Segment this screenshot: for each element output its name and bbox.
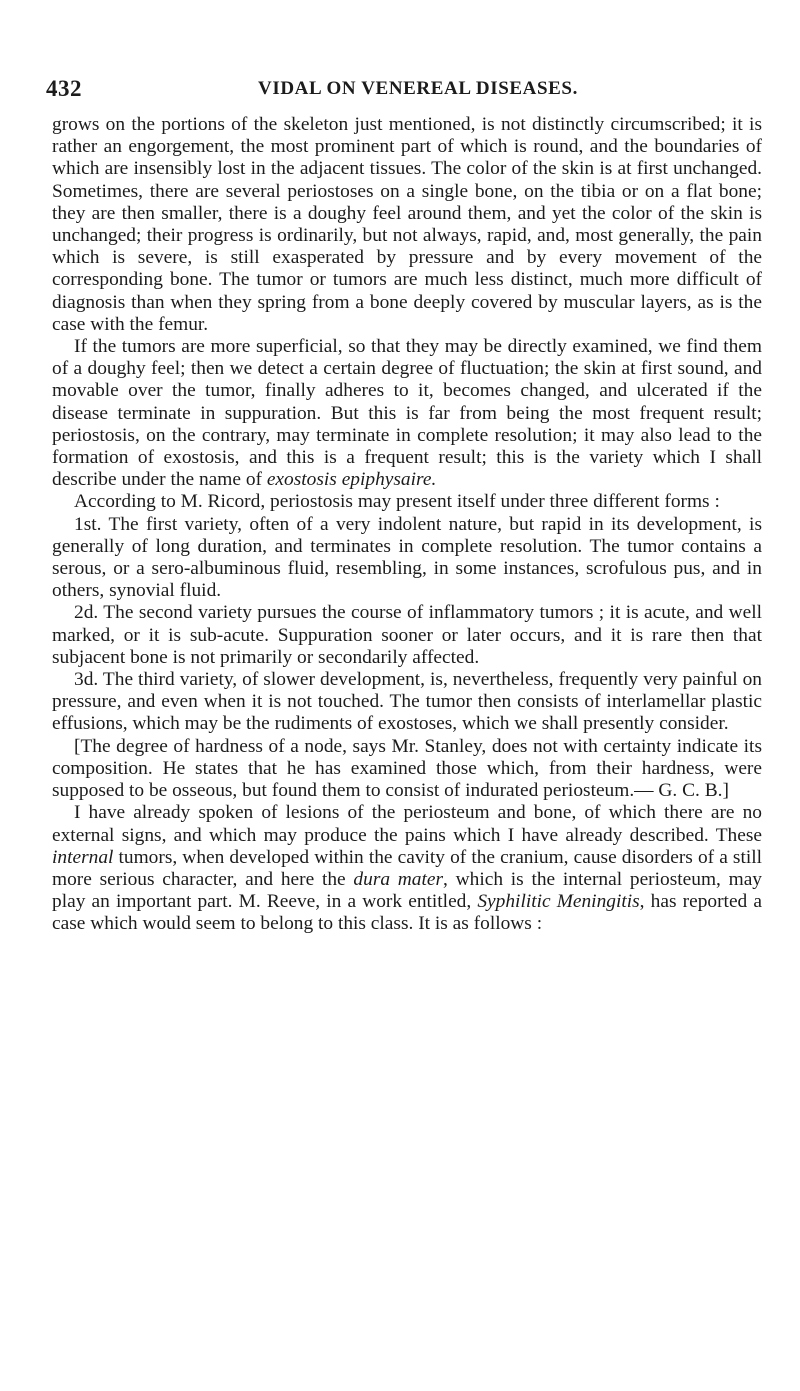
term-dura-mater: dura mater [353,868,444,890]
paragraph-ricord-forms: According to M. Ricord, periostosis may present itself under three different forms : [74,491,720,513]
paragraph-text: , which is the internal periosteum, may play an important part. M. Reeve, in a work entitled, [52,868,763,913]
page-number: 432 [46,76,82,101]
running-title: VIDAL ON VENEREAL DISEASES. [258,78,578,99]
paragraph-text: tumors, when developed within the cavity of the cranium, cause disorders of a still more serious character, and here the [52,846,762,890]
list-item-second-variety: 2d. The second variety pursues the course of inflammatory tumors ; it is acute, and well marked, or it is sub-acute. Suppuration sooner or later occurs, and it is rare then that subjacent bone is not primarily or secondarily affected. [52,602,762,668]
editor-note-stanley: [The degree of hardness of a node, says Mr. Stanley, does not with certainty indicate its composition. He states that he has examined those which, from their hardness, were supposed to be osseous, but found them to consist of indurated periosteum.— G. C. B.] [52,735,762,802]
term-syphilitic-meningitis: Syphilitic Meningitis [477,891,640,913]
running-header [46,76,766,106]
paragraph-text: I have already spoken of lesions of the periosteum and bone, of which there are no external signs, and which may produce the pains which I have already described. These [52,802,762,846]
paragraph-text: , has reported a case which would seem to belong to this class. It is as follows : [52,891,762,935]
list-item-third-variety: 3d. The third variety, of slower development, is, nevertheless, frequently very painful on pressure, and even when it is not touched. The tumor then consists of interlamellar plastic effusions, which may be the rudiments of exostoses, which we shall presently consider. [52,669,762,735]
paragraph-internal-tumors [52,802,762,935]
term-exostosis-epiphysaire: exostosis epiphysaire. [266,469,437,491]
list-item-first-variety: 1st. The first variety, often of a very indolent nature, but rapid in its development, is generally of long duration, and terminates in complete resolution. The tumor contains a serous, or a sero-albuminous fluid, resembling, in some instances, scrofulous pus, and in others, synovial fluid. [52,513,762,602]
body-text [52,114,762,936]
paragraph-text: If the tumors are more superficial, so that they may be directly examined, we find them of a doughy feel; then we detect a certain degree of fluctuation; the skin at first sound, and movable over the tumor, finally adheres to it, becomes changed, and ulcerated if the disease terminate in suppuration. But this is far from being the most frequent result; periostosis, on the contrary, may terminate in complete resolution; it may also lead to the formation of exostosis, and this is a frequent result; this is the variety which I shall describe under the name of [52,336,762,491]
paragraph-superficial-tumors [52,336,762,491]
paragraph-continued: grows on the portions of the skeleton just mentioned, is not distinctly circumscribed; it is rather an engorgement, the most prominent part of which is round, and the boundaries of which are insensibly lost in the adjacent tissues. The color of the skin is at first unchanged. Sometimes, there are several periostoses on a single bone, on the tibia or on a flat bone; they are then smaller, there is a doughy feel around them, and yet the color of the skin is unchanged; their progress is ordinarily, but not always, rapid, and, most generally, the pain which is severe, is still exasperated by pressure and by every movement of the corresponding bone. The tumor or tumors are much less distinct, much more difficult of diagnosis than when they spring from a bone deeply covered by muscular layers, as is the case with the femur. [52,114,762,335]
term-internal: internal [52,846,114,868]
